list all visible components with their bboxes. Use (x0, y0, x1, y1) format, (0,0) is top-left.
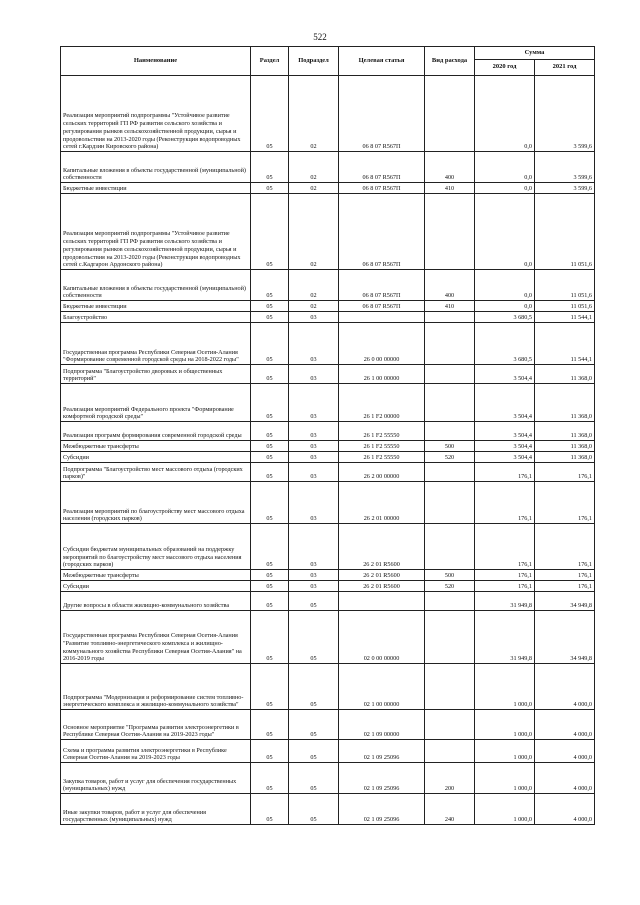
row-section: 05 (251, 422, 289, 441)
row-section: 05 (251, 270, 289, 301)
row-sum-2020: 0,0 (475, 194, 535, 270)
row-name: Бюджетные инвестиции (61, 183, 251, 194)
row-target: 02 1 00 00000 (339, 664, 425, 710)
row-target: 06 8 07 R567П (339, 270, 425, 301)
row-section: 05 (251, 740, 289, 763)
row-expense-type (425, 482, 475, 524)
row-sum-2020: 3 504,4 (475, 452, 535, 463)
table-row (61, 611, 595, 664)
row-subsection: 03 (289, 323, 339, 365)
row-name: Закупка товаров, работ и услуг для обеспечения государственных (муниципальных) нужд (61, 763, 251, 794)
row-expense-type (425, 422, 475, 441)
table-row (61, 312, 595, 323)
row-name: Схема и программа развития электроэнергетики в Республике Северная Осетия-Алания на 2019-2023 годы (61, 740, 251, 763)
row-expense-type (425, 323, 475, 365)
row-expense-type (425, 611, 475, 664)
row-target: 26 2 01 R5600 (339, 570, 425, 581)
row-expense-type: 500 (425, 570, 475, 581)
table-row (61, 183, 595, 194)
row-target: 02 1 09 25096 (339, 740, 425, 763)
row-expense-type (425, 463, 475, 482)
row-sum-2020: 176,1 (475, 570, 535, 581)
row-sum-2020: 3 680,5 (475, 323, 535, 365)
table-row (61, 524, 595, 570)
row-target: 26 2 01 R5600 (339, 581, 425, 592)
row-sum-2021: 11 051,6 (535, 194, 595, 270)
table-row (61, 570, 595, 581)
table-row (61, 301, 595, 312)
row-sum-2021: 176,1 (535, 482, 595, 524)
row-target: 06 8 07 R567П (339, 183, 425, 194)
row-section: 05 (251, 76, 289, 152)
row-name: Другие вопросы в области жилищно-коммунального хозяйства (61, 592, 251, 611)
row-sum-2021: 3 599,6 (535, 152, 595, 183)
row-sum-2020: 3 504,4 (475, 365, 535, 384)
table-row (61, 452, 595, 463)
row-sum-2021: 11 544,1 (535, 323, 595, 365)
header-year-2021: 2021 год (535, 60, 595, 76)
row-sum-2021: 11 051,6 (535, 301, 595, 312)
row-subsection: 05 (289, 611, 339, 664)
table-row (61, 384, 595, 422)
row-section: 05 (251, 763, 289, 794)
table-row (61, 463, 595, 482)
row-expense-type: 240 (425, 794, 475, 825)
table-row (61, 740, 595, 763)
row-section: 05 (251, 441, 289, 452)
table-row (61, 76, 595, 152)
row-sum-2021: 34 949,8 (535, 611, 595, 664)
row-name: Капитальные вложения в объекты государственной (муниципальной) собственности (61, 152, 251, 183)
row-section: 05 (251, 183, 289, 194)
row-name: Субсидии (61, 452, 251, 463)
row-subsection: 03 (289, 463, 339, 482)
row-sum-2021: 11 368,0 (535, 452, 595, 463)
row-section: 05 (251, 524, 289, 570)
row-expense-type (425, 664, 475, 710)
row-subsection: 02 (289, 301, 339, 312)
row-section: 05 (251, 452, 289, 463)
row-name: Субсидии (61, 581, 251, 592)
header-sum: Сумма (475, 47, 595, 60)
row-target: 06 8 07 R567П (339, 301, 425, 312)
row-section: 05 (251, 194, 289, 270)
row-section: 05 (251, 570, 289, 581)
row-subsection: 03 (289, 441, 339, 452)
row-sum-2021: 11 051,6 (535, 270, 595, 301)
row-sum-2020: 176,1 (475, 463, 535, 482)
row-name: Субсидии бюджетам муниципальных образований на поддержку мероприятий по благоустройству мест массового отдыха населения (городских парков) (61, 524, 251, 570)
row-name: Благоустройство (61, 312, 251, 323)
row-target: 02 1 09 00000 (339, 710, 425, 740)
row-target: 06 8 07 R567П (339, 152, 425, 183)
row-target: 26 2 01 R5600 (339, 524, 425, 570)
row-subsection: 03 (289, 452, 339, 463)
row-target: 02 1 09 25096 (339, 763, 425, 794)
row-section: 05 (251, 664, 289, 710)
row-name: Реализация мероприятий подпрограммы "Устойчивое развитие сельских территорий ГП РФ развития сельского хозяйства и регулирования рынков сельскохозяйственной продукции, сырья и продовольствия на 2013-2020 годы (Реконструкция водопроводных сетей с.Кадгарон Ардонского района) (61, 194, 251, 270)
row-sum-2021: 11 368,0 (535, 441, 595, 452)
row-section: 05 (251, 611, 289, 664)
row-sum-2020: 3 504,4 (475, 384, 535, 422)
row-sum-2021: 3 599,6 (535, 76, 595, 152)
header-section: Раздел (251, 47, 289, 76)
row-sum-2021: 4 000,0 (535, 794, 595, 825)
row-target: 26 1 F2 00000 (339, 384, 425, 422)
row-sum-2020: 3 680,5 (475, 312, 535, 323)
row-section: 05 (251, 794, 289, 825)
header-expense-type: Вид расхода (425, 47, 475, 76)
row-subsection: 02 (289, 194, 339, 270)
row-name: Реализация мероприятий Федерального проекта "Формирование комфортной городской среды" (61, 384, 251, 422)
row-section: 05 (251, 323, 289, 365)
row-sum-2020: 1 000,0 (475, 763, 535, 794)
table-row (61, 152, 595, 183)
header-subsection: Подраздел (289, 47, 339, 76)
row-target: 02 1 09 25096 (339, 794, 425, 825)
table-row (61, 482, 595, 524)
row-section: 05 (251, 312, 289, 323)
row-section: 05 (251, 152, 289, 183)
row-expense-type: 410 (425, 301, 475, 312)
row-expense-type: 500 (425, 441, 475, 452)
row-expense-type (425, 524, 475, 570)
row-sum-2021: 4 000,0 (535, 763, 595, 794)
row-sum-2021: 11 368,0 (535, 422, 595, 441)
row-subsection: 03 (289, 312, 339, 323)
row-expense-type (425, 194, 475, 270)
table-row (61, 794, 595, 825)
row-sum-2020: 176,1 (475, 524, 535, 570)
row-section: 05 (251, 710, 289, 740)
row-subsection: 03 (289, 482, 339, 524)
row-expense-type: 520 (425, 581, 475, 592)
row-section: 05 (251, 301, 289, 312)
row-sum-2020: 0,0 (475, 270, 535, 301)
row-name: Реализация программ формирования современной городской среды (61, 422, 251, 441)
row-expense-type (425, 384, 475, 422)
row-sum-2020: 1 000,0 (475, 794, 535, 825)
row-sum-2020: 1 000,0 (475, 710, 535, 740)
table-row (61, 592, 595, 611)
row-subsection: 03 (289, 365, 339, 384)
header-target: Целевая статья (339, 47, 425, 76)
row-target: 26 1 00 00000 (339, 365, 425, 384)
row-sum-2020: 176,1 (475, 482, 535, 524)
row-sum-2021: 3 599,6 (535, 183, 595, 194)
row-subsection: 05 (289, 763, 339, 794)
row-sum-2020: 3 504,4 (475, 422, 535, 441)
row-sum-2020: 1 000,0 (475, 740, 535, 763)
row-subsection: 02 (289, 183, 339, 194)
row-name: Подпрограмма "Благоустройство мест массового отдыха (городских парков)" (61, 463, 251, 482)
row-name: Государственная программа Республики Северная Осетия-Алания "Развитие топливно-энергетического комплекса и жилищно-коммунального хозяйства Республики Северная Осетия-Алания" на 2016-2019 годы (61, 611, 251, 664)
row-section: 05 (251, 592, 289, 611)
row-subsection: 02 (289, 152, 339, 183)
row-name: Подпрограмма "Благоустройство дворовых и общественных территорий" (61, 365, 251, 384)
row-subsection: 03 (289, 384, 339, 422)
row-target: 26 2 00 00000 (339, 463, 425, 482)
row-section: 05 (251, 463, 289, 482)
row-sum-2021: 11 544,1 (535, 312, 595, 323)
header-name: Наименование (61, 47, 251, 76)
row-subsection: 03 (289, 581, 339, 592)
row-section: 05 (251, 384, 289, 422)
row-name: Межбюджетные трансферты (61, 570, 251, 581)
row-expense-type (425, 710, 475, 740)
table-row (61, 270, 595, 301)
row-name: Реализация мероприятий по благоустройству мест массового отдыха населения (городских парков) (61, 482, 251, 524)
row-subsection: 05 (289, 592, 339, 611)
row-name: Реализация мероприятий подпрограммы "Устойчивое развитие сельских территорий ГП РФ развития сельского хозяйства и регулирования рынков сельскохозяйственной продукции, сырья и продовольствия на 2013-2020 годы (Реконструкция водопроводных сетей г.Кардзин Кировского района) (61, 76, 251, 152)
row-name: Капитальные вложения в объекты государственной (муниципальной) собственности (61, 270, 251, 301)
row-subsection: 03 (289, 524, 339, 570)
row-expense-type (425, 740, 475, 763)
row-target: 26 1 F2 55550 (339, 452, 425, 463)
row-name: Иные закупки товаров, работ и услуг для обеспечения государственных (муниципальных) нужд (61, 794, 251, 825)
row-subsection: 05 (289, 710, 339, 740)
row-name: Подпрограмма "Модернизация и реформирование систем топливно-энергетического комплекса и жилищно-коммунального хозяйства" (61, 664, 251, 710)
row-sum-2021: 176,1 (535, 570, 595, 581)
row-expense-type: 410 (425, 183, 475, 194)
budget-table (60, 46, 595, 825)
row-sum-2020: 0,0 (475, 76, 535, 152)
page-number: 522 (313, 32, 327, 42)
row-sum-2021: 176,1 (535, 524, 595, 570)
row-expense-type: 400 (425, 270, 475, 301)
row-sum-2021: 4 000,0 (535, 740, 595, 763)
row-target (339, 592, 425, 611)
row-sum-2021: 4 000,0 (535, 710, 595, 740)
row-sum-2020: 31 949,8 (475, 592, 535, 611)
row-sum-2020: 31 949,8 (475, 611, 535, 664)
row-expense-type (425, 312, 475, 323)
row-name: Государственная программа Республики Северная Осетия-Алания "Формирование современной городской среды на 2018-2022 годы" (61, 323, 251, 365)
row-expense-type: 400 (425, 152, 475, 183)
row-expense-type (425, 592, 475, 611)
row-sum-2020: 1 000,0 (475, 664, 535, 710)
row-target: 02 0 00 00000 (339, 611, 425, 664)
row-expense-type (425, 76, 475, 152)
row-expense-type: 200 (425, 763, 475, 794)
row-subsection: 03 (289, 570, 339, 581)
row-expense-type (425, 365, 475, 384)
table-row (61, 194, 595, 270)
row-section: 05 (251, 581, 289, 592)
row-sum-2020: 3 504,4 (475, 441, 535, 452)
table-row (61, 763, 595, 794)
row-name: Межбюджетные трансферты (61, 441, 251, 452)
row-section: 05 (251, 365, 289, 384)
row-sum-2021: 176,1 (535, 463, 595, 482)
table-row (61, 441, 595, 452)
row-sum-2020: 0,0 (475, 301, 535, 312)
row-subsection: 05 (289, 664, 339, 710)
row-subsection: 02 (289, 76, 339, 152)
table-row (61, 365, 595, 384)
row-sum-2021: 11 368,0 (535, 365, 595, 384)
row-sum-2021: 34 949,8 (535, 592, 595, 611)
table-row (61, 664, 595, 710)
table-row (61, 323, 595, 365)
row-expense-type: 520 (425, 452, 475, 463)
row-sum-2020: 0,0 (475, 183, 535, 194)
row-sum-2021: 4 000,0 (535, 664, 595, 710)
row-target: 26 2 01 00000 (339, 482, 425, 524)
row-sum-2020: 176,1 (475, 581, 535, 592)
row-target (339, 312, 425, 323)
header-year-2020: 2020 год (475, 60, 535, 76)
row-name: Бюджетные инвестиции (61, 301, 251, 312)
row-subsection: 05 (289, 794, 339, 825)
table-row (61, 710, 595, 740)
row-sum-2021: 11 368,0 (535, 384, 595, 422)
row-subsection: 03 (289, 422, 339, 441)
row-section: 05 (251, 482, 289, 524)
row-target: 26 1 F2 55550 (339, 441, 425, 452)
row-target: 06 8 07 R567П (339, 194, 425, 270)
row-subsection: 05 (289, 740, 339, 763)
row-target: 26 0 00 00000 (339, 323, 425, 365)
table-row (61, 422, 595, 441)
row-target: 26 1 F2 55550 (339, 422, 425, 441)
row-name: Основное мероприятие "Программа развития электроэнергетики в Республике Северная Осетия-Алания на 2019-2023 годы" (61, 710, 251, 740)
row-subsection: 02 (289, 270, 339, 301)
row-sum-2021: 176,1 (535, 581, 595, 592)
row-sum-2020: 0,0 (475, 152, 535, 183)
table-row (61, 581, 595, 592)
row-target: 06 8 07 R567П (339, 76, 425, 152)
